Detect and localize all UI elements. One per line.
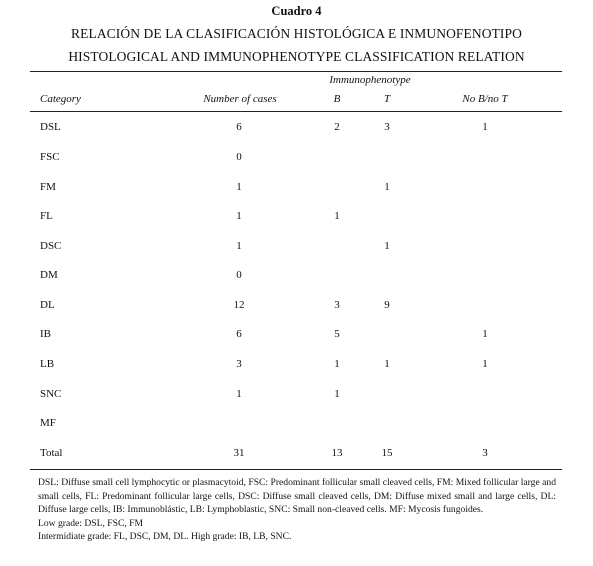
table-row-total [0,447,593,463]
cell-category: DL [40,299,55,311]
cell-b: 5 [334,328,340,340]
bottom-rule [30,469,562,470]
table-row [0,240,593,256]
immunophenotype-group-header: Immunophenotype [329,74,411,86]
cell-t: 1 [384,358,390,370]
cell-category: DM [40,269,58,281]
column-header-t: T [383,93,391,105]
cell-b: 1 [334,210,340,222]
cell-t: 9 [384,299,390,311]
cell-category: Total [40,447,63,459]
table-row [0,328,593,344]
column-header-no-b-no-t: No B/no T [462,93,508,105]
cell-b: 2 [334,121,340,133]
table-row [0,151,593,167]
grade-note: Intermidiate grade: FL, DSC, DM, DL. High grade: IB, LB, SNC. [38,531,292,542]
title-spanish: RELACIÓN DE LA CLASIFICACIÓN HISTOLÓGICA E INMUNOFENOTIPO [71,26,522,41]
cell-category: LB [40,358,55,370]
cell-t: 1 [384,240,390,252]
cell-category: MF [40,417,56,429]
abbreviations-note: DSL: Diffuse small cell lymphocytic or plasmacytoid, FSC: Predominant follicular small cleaved cells, FM: Mixed follicular large and small cells, FL: Predominant follicular large cells, DSC: Diffuse small cleaved cells, DM: Diffuse mixed small and large cells, DL: Diffuse large cells, IB: Immunoblástic, LB: Lymphoblastic, SNC: Small non-cleaved cells. MF: Mycosis fungoides. [38,477,556,515]
cell-t: 15 [381,447,393,459]
table-row [0,388,593,404]
table-row [0,417,593,433]
cell-cases: 3 [236,358,242,370]
cell-b: 1 [334,388,340,400]
cell-no-b-no-t: 1 [482,328,488,340]
cell-category: DSC [40,240,62,252]
column-header-category: Category [40,93,81,105]
table-row [0,299,593,315]
top-rule [30,71,562,72]
cell-cases: 31 [233,447,245,459]
cell-b: 13 [331,447,343,459]
cell-cases: 6 [236,328,242,340]
table-row [0,269,593,285]
table-row [0,210,593,226]
column-header-b: B [333,93,341,105]
cell-cases: 12 [233,299,245,311]
cell-cases: 1 [236,240,242,252]
cell-cases: 1 [236,181,242,193]
table-row [0,181,593,197]
cell-no-b-no-t: 3 [482,447,488,459]
table-row [0,121,593,137]
cell-cases: 1 [236,210,242,222]
cell-b: 1 [334,358,340,370]
cell-t: 1 [384,181,390,193]
column-header-cases: Number of cases [203,93,277,105]
header-rule [30,111,562,112]
cell-no-b-no-t: 1 [482,121,488,133]
cell-no-b-no-t: 1 [482,358,488,370]
cell-category: FSC [40,151,60,163]
cell-category: DSL [40,121,61,133]
cell-cases: 0 [236,269,242,281]
table-caption: Cuadro 4 [271,4,322,18]
cell-cases: 1 [236,388,242,400]
cell-t: 3 [384,121,390,133]
table-row [0,358,593,374]
cell-category: SNC [40,388,62,400]
cell-cases: 0 [236,151,242,163]
cell-cases: 6 [236,121,242,133]
cell-b: 3 [334,299,340,311]
low-grade-note: Low grade: DSL, FSC, FM [38,517,144,529]
cell-category: IB [40,328,51,340]
title-english: HISTOLOGICAL AND IMMUNOPHENOTYPE CLASSIFICATION RELATION [68,49,525,64]
cell-category: FM [40,181,56,193]
table-footnotes [38,476,556,544]
cell-category: FL [40,210,53,222]
